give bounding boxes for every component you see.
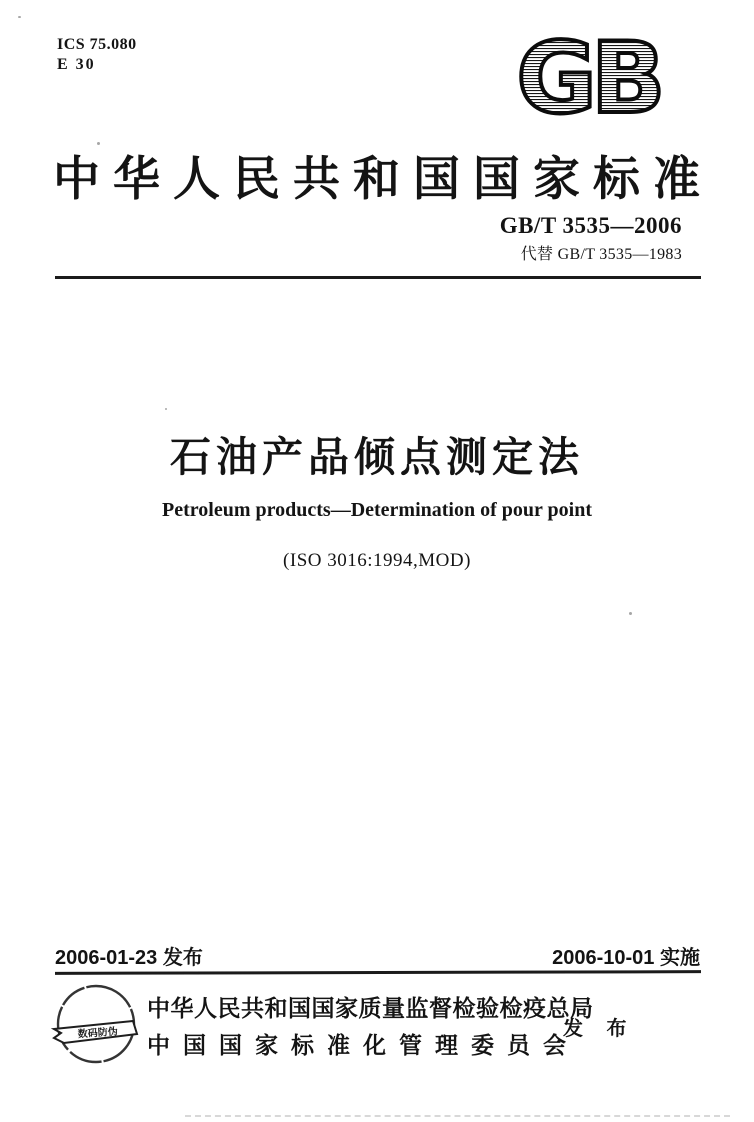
ics-code: ICS 75.080 <box>57 36 137 53</box>
iso-reference: (ISO 3016:1994,MOD) <box>283 550 471 571</box>
scan-artifact-line <box>185 1115 730 1117</box>
issuing-authority-aqsiq: 中华人民共和国国家质量监督检验检疫总局 <box>147 995 594 1021</box>
national-standard-header: 中华人民共和国国家标准 <box>53 154 713 206</box>
scan-speck <box>97 142 100 145</box>
issuing-authorities <box>147 990 594 1060</box>
anti-counterfeit-stamp-icon <box>50 982 142 1068</box>
svg-text:GB: GB <box>516 26 660 121</box>
svg-text:数码防伪: 数码防伪 <box>77 1026 119 1041</box>
issuing-authority-sac: 中国国家标准化管理委员会 <box>147 1032 579 1058</box>
standard-title-chinese: 石油产品倾点测定法 <box>170 434 584 480</box>
scan-speck <box>629 612 632 615</box>
scan-speck <box>165 408 167 410</box>
publish-label: 发 布 <box>563 1018 636 1040</box>
implementation-date: 2006-10-01 实施 <box>552 947 700 969</box>
standard-number: GB/T 3535—2006 <box>499 213 682 238</box>
footer-divider <box>55 970 701 975</box>
classification-code: E 30 <box>57 56 96 73</box>
gb-logo-icon <box>498 26 678 121</box>
header-divider <box>55 276 701 279</box>
standard-title-english: Petroleum products—Determination of pour point <box>162 499 592 521</box>
scan-speck <box>18 16 21 18</box>
supersedes-note: 代替 GB/T 3535—1983 <box>520 246 682 263</box>
issue-date: 2006-01-23 发布 <box>55 947 203 969</box>
